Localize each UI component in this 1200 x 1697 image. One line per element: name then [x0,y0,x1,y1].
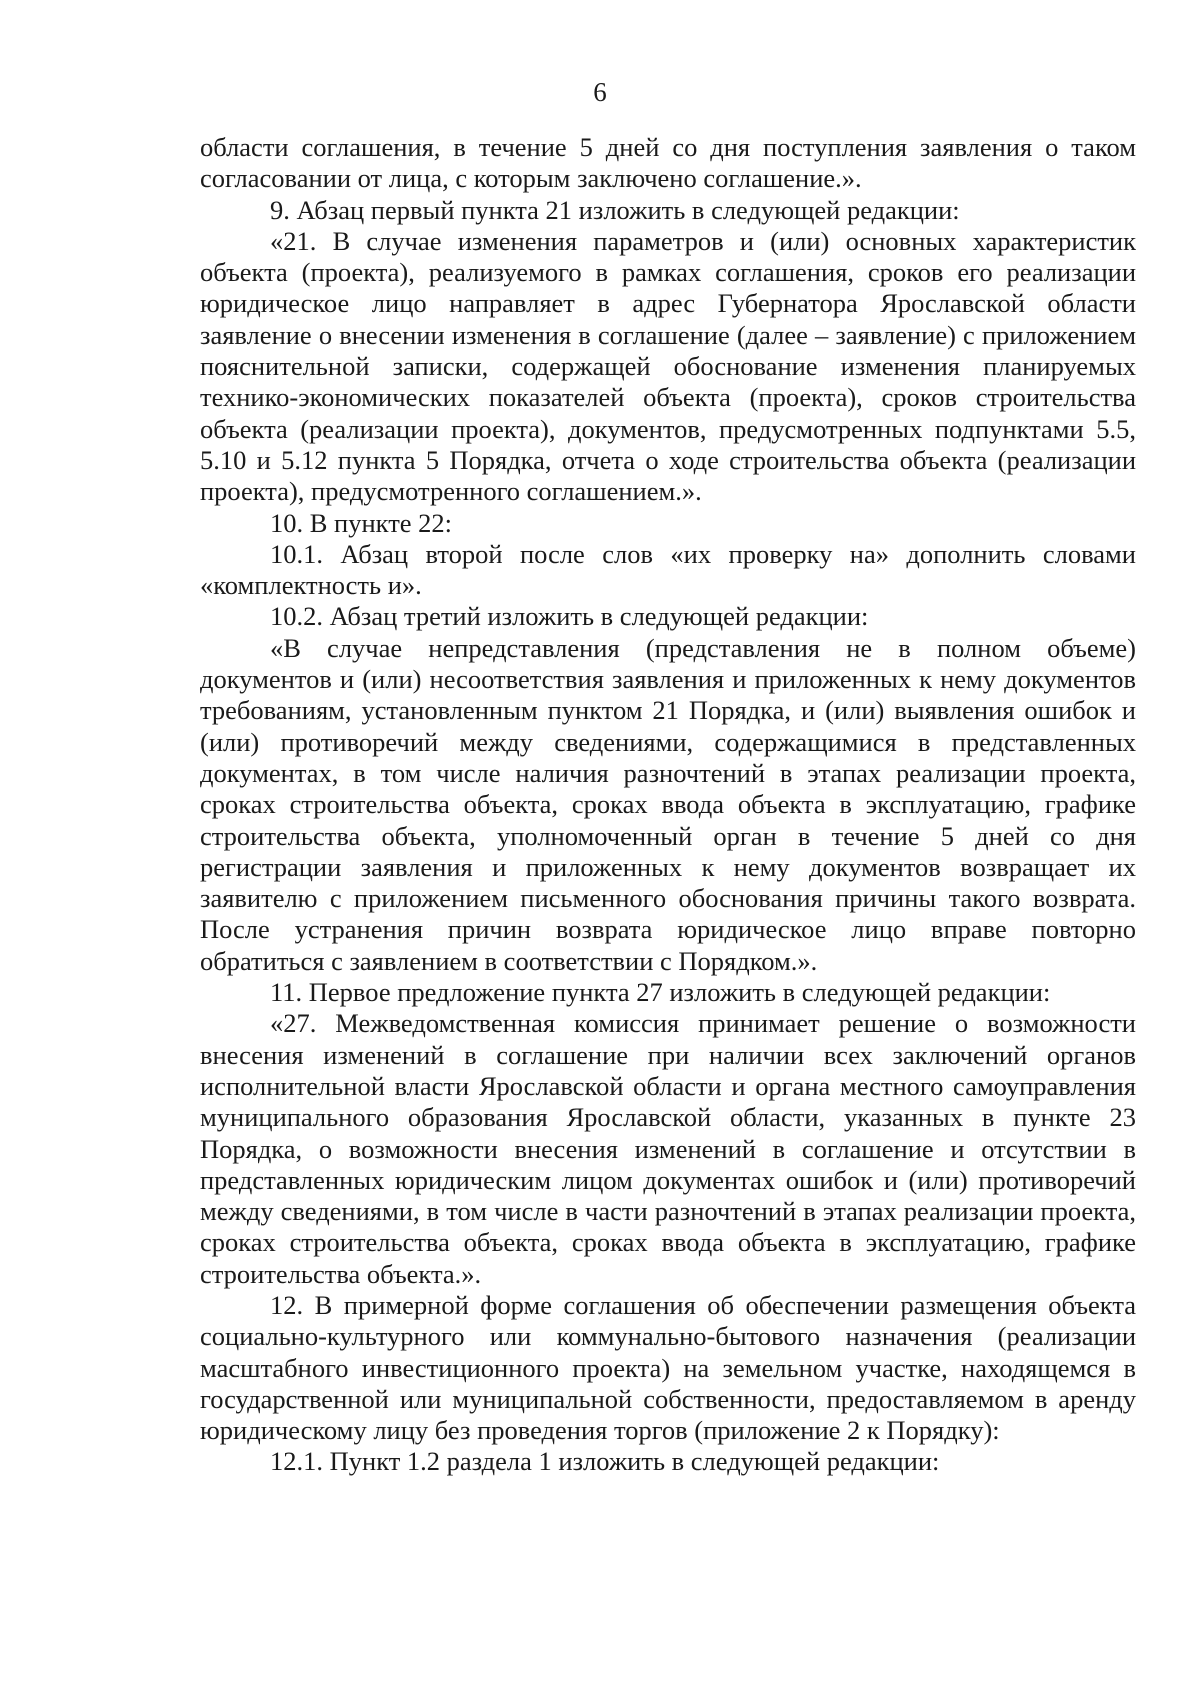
paragraph-item-10-2: 10.2. Абзац третий изложить в следующей редакции: [270,601,869,632]
paragraph-quoted-text: «В случае непредставления (представления не в полном объеме) документов и (или) несоответствия заявления и приложенных к нему документов требованиям, установленным пунктом 21 Порядка, и (или) выявления ошибок и (или) противоречий между сведениями, содержащимися в представленных документах, в том числе наличия разночтений в этапах реализации проекта, сроках строительства объекта, сроках ввода объекта в эксплуатацию, графике строительства объекта, уполномоченный орган в течение 5 дней со дня регистрации заявления и приложенных к нему документов возвращает их заявителю с приложением письменного обоснования причины такого возврата. После устранения причин возврата юридическое лицо вправе повторно обратиться с заявлением в соответствии с Порядком.». [200,632,1136,976]
paragraph-item-9: 9. Абзац первый пункта 21 изложить в следующей редакции: [270,194,960,225]
document-body [200,132,1136,1478]
paragraph-clause-27: «27. Межведомственная комиссия принимает решение о возможности внесения изменений в соглашение при наличии всех заключений органов исполнительной власти Ярославской области и органа местного самоуправления муниципального образования Ярославской области, указанных в пункте 23 Порядка, о возможности внесения изменений в соглашение и отсутствии в представленных юридическим лицом документах ошибок и (или) противоречий между сведениями, в том числе в части разночтений в этапах реализации проекта, сроках строительства объекта, сроках ввода объекта в эксплуатацию, графике строительства объекта.». [200,1008,1136,1289]
paragraph-item-10: 10. В пункте 22: [270,507,453,538]
page-number: 6 [593,77,607,107]
paragraph-clause-21: «21. В случае изменения параметров и (или) основных характеристик объекта (проекта), реализуемого в рамках соглашения, сроков его реализации юридическое лицо направляет в адрес Губернатора Ярославской области заявление о внесении изменения в соглашение (далее – заявление) с приложением пояснительной записки, содержащей обоснование изменения планируемых технико-экономических показателей объекта (проекта), сроков строительства объекта (реализации проекта), документов, предусмотренных подпунктами 5.5, 5.10 и 5.12 пункта 5 Порядка, отчета о ходе строительства объекта (реализации проекта), предусмотренного соглашением.». [200,225,1136,507]
paragraph-item-12: 12. В примерной форме соглашения об обеспечении размещения объекта социально-культурного или коммунально-бытового назначения (реализации масштабного инвестиционного проекта) на земельном участке, находящемся в государственной или муниципальной собственности, предоставляемом в аренду юридическому лицу без проведения торгов (приложение 2 к Порядку): [200,1289,1136,1446]
paragraph-item-12-1: 12.1. Пункт 1.2 раздела 1 изложить в следующей редакции: [270,1446,940,1477]
paragraph-continuation: области соглашения, в течение 5 дней со дня поступления заявления о таком согласовании от лица, с которым заключено соглашение.». [200,132,1136,194]
paragraph-item-11: 11. Первое предложение пункта 27 изложить в следующей редакции: [270,977,1051,1008]
paragraph-item-10-1: 10.1. Абзац второй после слов «их проверку на» дополнить словами «комплектность и». [200,538,1136,601]
